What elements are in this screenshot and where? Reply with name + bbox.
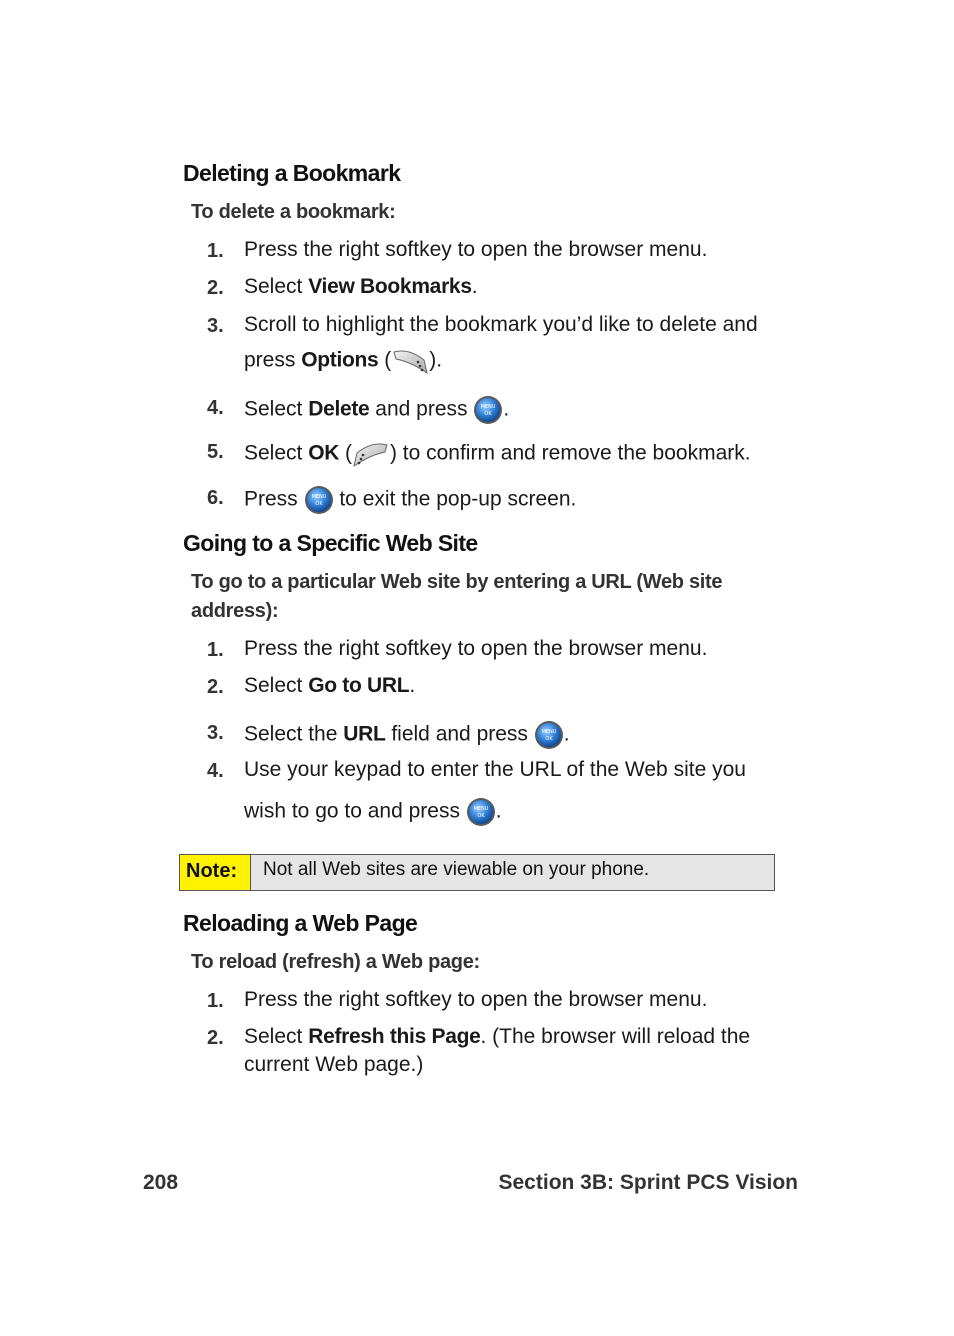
- step-text: Select Refresh this Page. (The browser will reload the: [244, 1025, 751, 1048]
- step-text: Scroll to highlight the bookmark you’d like to delete and: [244, 313, 758, 336]
- menu-ok-key-icon: [473, 395, 503, 425]
- step-number: 2.: [207, 277, 224, 299]
- step-number: 5.: [207, 441, 224, 463]
- step-text: Select Go to URL.: [244, 674, 416, 697]
- svg-text:MENU: MENU: [541, 729, 557, 735]
- menu-option-ok: OK: [308, 441, 340, 465]
- section-intro: To reload (refresh) a Web page:: [191, 951, 480, 973]
- note-text: Not all Web sites are viewable on your phone.: [263, 859, 650, 880]
- svg-text:MENU: MENU: [473, 806, 489, 812]
- step-number: 4.: [207, 397, 224, 419]
- step-number: 1.: [207, 240, 224, 262]
- step-text: Press the right softkey to open the browser menu.: [244, 238, 708, 261]
- step-text: Select the URL field and press MENU OK .: [244, 720, 570, 750]
- right-softkey-icon: [391, 346, 429, 376]
- step-number: 2.: [207, 1027, 224, 1049]
- section-intro: To go to a particular Web site by entering a URL (Web site: [191, 571, 723, 593]
- section-intro: address):: [191, 600, 279, 622]
- menu-ok-key-icon: [466, 797, 496, 827]
- svg-text:MENU: MENU: [480, 404, 496, 410]
- section-title-reloading-web-page: Reloading a Web Page: [183, 910, 418, 936]
- step-number: 4.: [207, 760, 224, 782]
- section-title-going-to-web-site: Going to a Specific Web Site: [183, 530, 478, 556]
- section-footer: Section 3B: Sprint PCS Vision: [498, 1171, 798, 1194]
- svg-text:OK: OK: [477, 813, 485, 819]
- step-text: Press MENU OK to exit the pop-up screen.: [244, 485, 576, 515]
- svg-text:MENU: MENU: [311, 494, 326, 500]
- step-text: current Web page.): [244, 1053, 424, 1076]
- section-title-deleting-bookmark: Deleting a Bookmark: [183, 160, 401, 186]
- menu-option-go-to-url: Go to URL: [308, 674, 410, 697]
- menu-option-delete: Delete: [308, 397, 370, 421]
- step-text: Select OK ( ) to confirm and remove the bookmark.: [244, 439, 751, 469]
- step-text: Press the right softkey to open the browser menu.: [244, 637, 708, 660]
- step-text: Use your keypad to enter the URL of the Web site you: [244, 758, 746, 781]
- url-field-label: URL: [343, 722, 386, 746]
- step-number: 6.: [207, 487, 224, 509]
- step-number: 3.: [207, 722, 224, 744]
- left-softkey-icon: [352, 439, 390, 469]
- section-intro: To delete a bookmark:: [191, 201, 396, 223]
- menu-option-refresh-this-page: Refresh this Page: [308, 1025, 481, 1048]
- step-number: 2.: [207, 676, 224, 698]
- step-number: 3.: [207, 315, 224, 337]
- step-text: Select View Bookmarks.: [244, 275, 478, 298]
- step-text: wish to go to and press MENU OK .: [244, 797, 502, 827]
- menu-ok-key-icon: [534, 720, 564, 750]
- note-label: Note:: [180, 855, 251, 890]
- svg-text:OK: OK: [314, 501, 323, 507]
- step-text: Select Delete and press MENU OK .: [244, 395, 509, 425]
- step-number: 1.: [207, 639, 224, 661]
- svg-text:OK: OK: [545, 736, 553, 742]
- step-number: 1.: [207, 990, 224, 1012]
- svg-text:OK: OK: [484, 411, 492, 417]
- note-box: [179, 854, 775, 891]
- step-text: Press the right softkey to open the browser menu.: [244, 988, 708, 1011]
- step-text: press Options ( ).: [244, 346, 442, 376]
- menu-ok-key-icon: [304, 485, 334, 515]
- page-number: 208: [143, 1171, 179, 1194]
- menu-option-options: Options: [301, 348, 379, 372]
- menu-option-view-bookmarks: View Bookmarks: [308, 275, 472, 298]
